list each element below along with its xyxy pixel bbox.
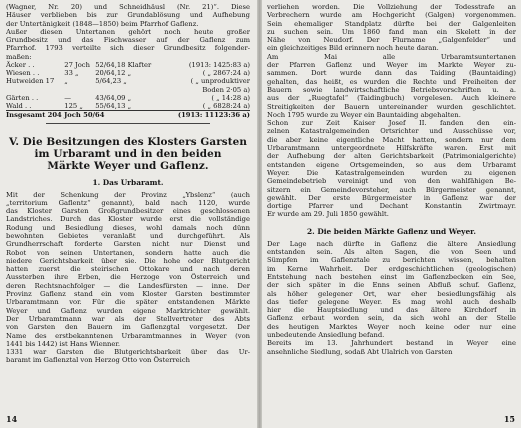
text-line: Weyer. Die Katastralgemeinden wurden zu eigenen bbox=[267, 168, 516, 177]
text-line: Schon zur Zeit Kaiser Josef II. fanden den ein- bbox=[267, 119, 516, 128]
section-1-body bbox=[6, 191, 250, 365]
chapter-title-line: im Urbaramt und in den beiden bbox=[34, 147, 222, 160]
text-line: Er wurde am 29. Juli 1850 gewählt. bbox=[267, 210, 389, 219]
table-cell bbox=[6, 86, 64, 94]
text-line: Am Mai alle Urbaramtsuntertanen bbox=[267, 52, 516, 61]
text-line: Grundherrschaft forderte Garsten nicht nur Dienst und bbox=[6, 240, 250, 249]
text-line: im Kerne Wahrheit. Der erdgeschichtlichen (geologischen) bbox=[267, 264, 516, 273]
table-row bbox=[6, 102, 250, 111]
text-line: gewählt. Der erste Bürgermeister in Gaflenz war der bbox=[267, 193, 516, 202]
section-2-body bbox=[267, 240, 516, 356]
text-line: entstanden sein. Als alten Sagen, die von Seen und bbox=[267, 248, 516, 257]
text-line: maßen: bbox=[6, 52, 32, 61]
table-cell: 52/64,18 Klafter bbox=[95, 61, 152, 70]
text-line: die aber keine eigentliche Macht hatten, sondern nur dem bbox=[267, 135, 516, 144]
text-line: Robot von seinen Untertanen, sondern hatte auch die bbox=[6, 248, 250, 257]
section-1-title: 1. Das Urbaramt. bbox=[92, 177, 164, 187]
table-cell: 43/64,09 „ bbox=[95, 93, 132, 102]
text-line: Gemeindebetrieb vereinigt und von den wahlfähigen Be- bbox=[267, 177, 516, 186]
text-line: Nähe von Neudorf. Der Flurname „Galgenfelder“ und bbox=[267, 36, 516, 45]
text-line: Bauern sowie landwirtschaftliche Betriebsvorschriften u. a. bbox=[267, 85, 516, 94]
table-cell: 33 „ bbox=[64, 69, 79, 78]
table-cell: ( „ 6828:24 a) bbox=[202, 102, 250, 111]
left-intro bbox=[6, 3, 250, 61]
text-line: 1441 bis 1442) ist Hans Wienner. bbox=[6, 339, 121, 348]
table-cell: (1913: 11123:36 a) bbox=[163, 111, 250, 120]
text-line: der Pfarren Gaflenz und Weyer im Markte Weyer zu- bbox=[267, 61, 516, 70]
table-cell: 20/64,12 „ bbox=[95, 69, 132, 78]
text-line: zelnen Katastralgemeinden Ortsrichter und Ausschüsse vor, bbox=[267, 127, 516, 136]
text-line: sammen. Dort wurde dann das Taiding (Bauntaiding) bbox=[267, 69, 516, 78]
text-line: 1331 war Garsten die Blutgerichtsbarkeit über das Ur- bbox=[6, 348, 250, 357]
table-row bbox=[6, 69, 250, 77]
text-line: Bereits im 13. Jahrhundert bestand in Weyer eine bbox=[267, 339, 516, 348]
text-line: Urbaramtmann untergeordnete Hilfskräfte waren. Erst mit bbox=[267, 144, 516, 153]
text-line: bewohnten Gebietes veranlaßt und durchgeführt. Als bbox=[6, 231, 250, 240]
table-cell: Insgesamt 204 Joch 50/64 bbox=[6, 111, 163, 120]
text-line: Mit der Schenkung der Provinz „Ybslenz“ (auch bbox=[6, 190, 250, 199]
text-line: Gaflenz erbaut worden sein, da sich wohl an der Stelle bbox=[267, 314, 516, 323]
table-cell: (1913: 1425:83 a) bbox=[188, 61, 250, 70]
text-line: baramt im Gaflenztal von Herzog Otto von Österreich bbox=[6, 356, 190, 365]
text-line: zu suchen sein. Um 1860 fand man ein Skelett in der bbox=[267, 27, 516, 36]
text-line: Entstehung nach bestehen einst im Gaflenzbecken ein See, bbox=[267, 272, 516, 281]
table-cell: ( „ 14:28 a) bbox=[211, 93, 250, 102]
table-cell: „ bbox=[64, 77, 68, 86]
text-line: das tiefer gelegene Weyer. Es mag wohl auch deshalb bbox=[267, 297, 516, 306]
table-cell: Äcker . . bbox=[6, 61, 35, 70]
text-line: (Wagner, Nr. 20) und Schneidhäusl (Nr. 21)“. Diese bbox=[6, 3, 250, 11]
right-intro bbox=[267, 3, 516, 219]
text-line: Häuser verblieben bis zur Grundablösung und Aufhebung bbox=[6, 11, 250, 20]
text-line: dortige Pfarrer und Dechant Konstantin Zwirtmayr. bbox=[267, 202, 516, 211]
text-line: von Garsten den Bauern im Gaflenzgtal vorgesetzt. Der bbox=[6, 323, 250, 332]
text-line: Urbaramtmann vor. Für die später entstandenen Märkte bbox=[6, 298, 250, 307]
text-line: entstanden eigene Ortsgemeinden, so aus dem Urbaramt bbox=[267, 160, 516, 169]
table-cell: Boden 2·05 a) bbox=[202, 85, 250, 94]
table-row bbox=[6, 77, 250, 85]
table-cell: ( „ unproduktiver bbox=[190, 77, 250, 86]
text-line: Provinz Gaflenz stand ein vom Kloster Garsten bestimmter bbox=[6, 290, 250, 299]
divider bbox=[46, 123, 210, 124]
text-line: Sein ehemaliger Standplatz dürfte bei der Galgenleiten bbox=[267, 19, 516, 28]
section-2-title: 2. Die beiden Märkte Gaflenz und Weyer. bbox=[307, 226, 476, 236]
text-line: der Aufhebung der alten Gerichtsbarkeit (Patrimonialgerichte) bbox=[267, 152, 516, 161]
text-line: Aussterben ihre Erben, die Herzoge von Österreich und bbox=[6, 273, 250, 282]
table-cell: Wiesen . . bbox=[6, 69, 40, 78]
text-line: „territorium Gaflentz“ genannt), bald nach 1120, wurde bbox=[6, 198, 250, 207]
text-line: sitzern ein Gemeindevorsteher, auch Bürgermeister genannt, bbox=[267, 185, 516, 194]
table-cell: 27 Joch bbox=[64, 61, 90, 70]
table-cell: 125 „ bbox=[64, 102, 83, 111]
chapter-title-line: V. Die Besitzungen des Klosters Garsten bbox=[9, 135, 247, 148]
text-line: niedere Gerichtsbarkeit über sie. Die hohe oder Blutgericht bbox=[6, 256, 250, 265]
text-line: ein gleichzeitiges Bild erinnern noch heute daran. bbox=[267, 44, 439, 53]
text-line: der sich später in die Enns seinen Abfluß schuf. Gaflenz, bbox=[267, 281, 516, 290]
right-page bbox=[262, 0, 521, 428]
text-line: ansehnliche Siedlung, sodaß Abt Ulalrich von Garsten bbox=[267, 347, 453, 356]
text-line: unbedeutende Ansiedlung befand. bbox=[267, 330, 385, 339]
table-cell: — bbox=[64, 93, 72, 102]
text-line: verliehen worden. Die Vollziehung der Todesstrafe an bbox=[267, 3, 516, 11]
table-row bbox=[6, 94, 250, 102]
text-line: Landstriches. Durch das Kloster wurde erst die vollständige bbox=[6, 215, 250, 224]
text-line: der Untertänigkeit (1848—1850) beim Pfarrhof Gaflenz. bbox=[6, 19, 199, 28]
text-line: Name des erstbekanntenen Urbaramtmannes in Weyer (von bbox=[6, 331, 250, 340]
table-cell: Gärten . . bbox=[6, 93, 39, 102]
table-cell: 5/64,23 „ bbox=[95, 77, 127, 86]
text-line: aus der „Ruegtafel“ (Taidingbuch) vorgelesen. Auch kleinere bbox=[267, 94, 516, 103]
chapter-title bbox=[6, 136, 250, 172]
table-cell: 55/64,13 „ bbox=[95, 102, 132, 111]
table-cell: Wald . . bbox=[6, 102, 32, 111]
table-cell: Hutweiden 17 bbox=[6, 77, 55, 86]
text-line: Grundbesitz und das Fischwasser auf der Gaflenz zum bbox=[6, 36, 250, 45]
table-cell bbox=[95, 86, 163, 94]
table-cell: ( „ 2867:24 a) bbox=[202, 69, 250, 78]
text-line: Noch 1795 wurde zu Weyer ein Bauntaiding abgehalten. bbox=[267, 110, 461, 119]
table-cell bbox=[64, 86, 95, 94]
text-line: Verbrechern wurde am Hochgericht (Galgen) vorgenommen. bbox=[267, 11, 516, 20]
text-line: des heutigen Marktes Weyer noch keine oder nur eine bbox=[267, 322, 516, 331]
text-line: Streitigkeiten der Bauern untereinander wurden geschlichtet. bbox=[267, 102, 516, 111]
table-sum-row bbox=[6, 111, 250, 120]
page-number-left: 14 bbox=[6, 414, 18, 424]
text-line: deren Rechtsnachfolger — die Landesfürsten — inne. Der bbox=[6, 281, 250, 290]
text-line: als höher gelegener Ort, war eher besiedlungsfähig als bbox=[267, 289, 516, 298]
text-line: Außer diesen Untertanen gehört noch heute großer bbox=[6, 27, 250, 36]
text-line: gehalten, das heißt, es wurden die Rechte und Freiheiten der bbox=[267, 77, 516, 86]
land-table bbox=[6, 61, 250, 119]
text-line: hatten zuerst die steirischen Ottokare und nach deren bbox=[6, 265, 250, 274]
table-row bbox=[6, 61, 250, 69]
text-line: das Kloster Garsten Großgrundbesitzer eines geschlossenen bbox=[6, 207, 250, 216]
text-line: Weyer und Gaflenz wurden eigene Marktrichter gewählt. bbox=[6, 306, 250, 315]
text-line: Sümpfen im Gaflenztale zu berichten wissen, behalten bbox=[267, 256, 516, 265]
text-line: Der Urbaramtmann war als der Stellvertreter des Abts bbox=[6, 314, 250, 323]
page-number-right: 15 bbox=[503, 414, 515, 424]
text-line: Rodung und Besiedlung dieses, wohl damals noch dünn bbox=[6, 223, 250, 232]
table-row bbox=[6, 86, 250, 94]
left-page bbox=[0, 0, 257, 428]
chapter-title-line: Märkte Weyer und Gaflenz. bbox=[47, 159, 209, 172]
text-line: Pfarrhof. 1793 verteilte sich dieser Grundbesitz folgender- bbox=[6, 44, 250, 53]
text-line: Der Lage nach dürfte in Gaflenz die ältere Ansiedlung bbox=[267, 239, 516, 248]
text-line: hier die Hauptsiedlung und das ältere Kirchdorf in bbox=[267, 306, 516, 315]
